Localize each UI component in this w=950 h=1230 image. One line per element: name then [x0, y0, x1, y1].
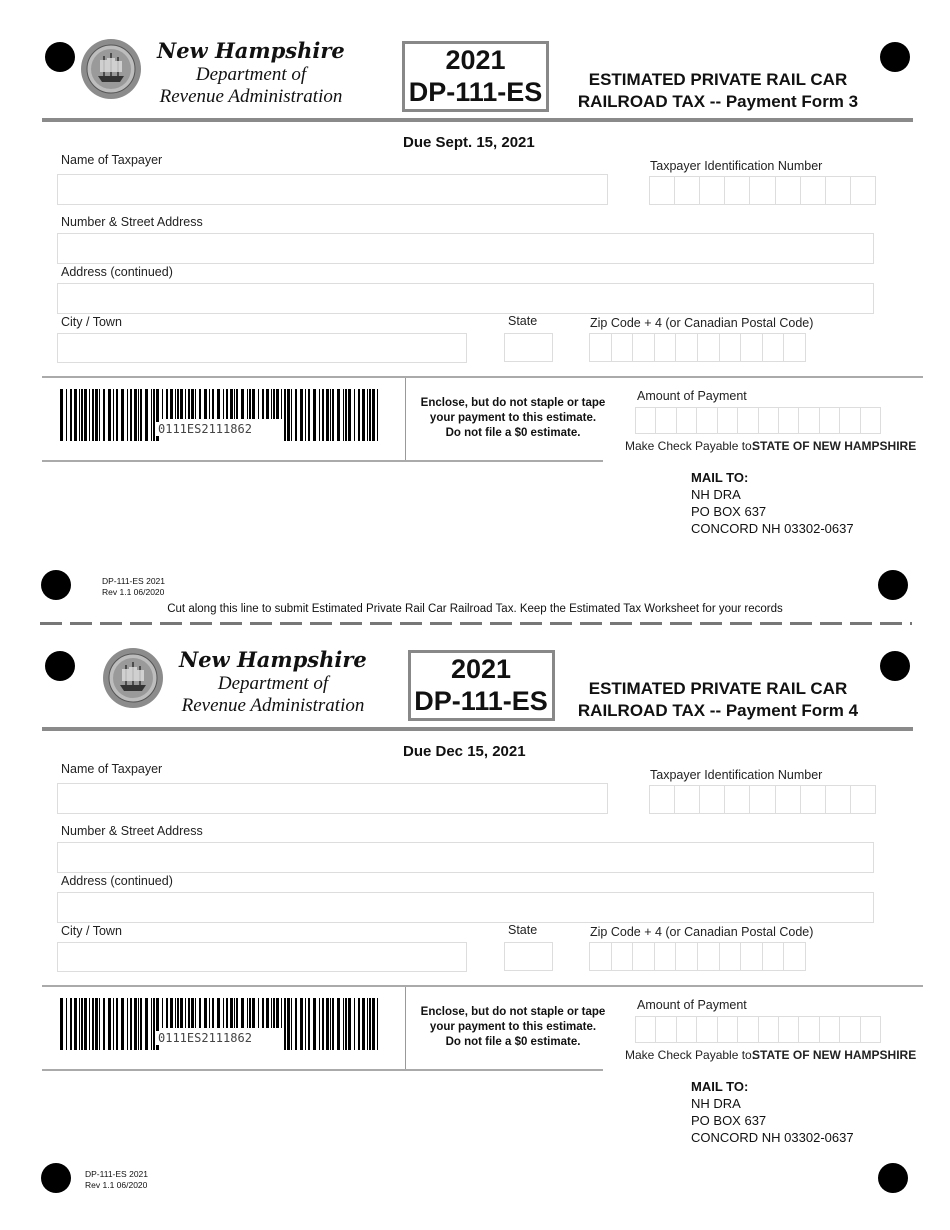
digit-box[interactable]: [677, 1017, 697, 1042]
divider-vertical: [405, 378, 406, 460]
digit-box[interactable]: [633, 943, 655, 970]
digit-box[interactable]: [799, 1017, 819, 1042]
payable-value: STATE OF NEW HAMPSHIRE: [752, 1048, 917, 1062]
form-revision-line1: DP-111-ES 2021: [85, 1169, 148, 1179]
digit-box[interactable]: [698, 334, 720, 361]
digit-box[interactable]: [650, 177, 675, 204]
digit-box[interactable]: [826, 177, 851, 204]
header-rule: [42, 118, 913, 122]
digit-box[interactable]: [636, 408, 656, 433]
registration-dot: [45, 651, 75, 681]
digit-box[interactable]: [779, 408, 799, 433]
digit-box[interactable]: [801, 786, 826, 813]
digit-box[interactable]: [820, 408, 840, 433]
form-revision-line1: DP-111-ES 2021: [102, 576, 165, 586]
digit-box[interactable]: [612, 334, 634, 361]
payable-label: Make Check Payable to:: [625, 1048, 756, 1062]
enclose-line3: Do not file a $0 estimate.: [445, 427, 581, 439]
form-revision-line2: Rev 1.1 06/2020: [85, 1180, 148, 1190]
cut-instruction: Cut along this line to submit Estimated Private Rail Car Railroad Tax. Keep the Estimated Tax Worksheet for your records: [167, 603, 783, 615]
enclose-line1: Enclose, but do not staple or tape: [420, 1006, 606, 1018]
section-rule: [42, 376, 923, 378]
mail-address-line2: PO BOX 637: [691, 504, 767, 519]
amount-boxes[interactable]: [635, 1016, 881, 1043]
registration-dot: [880, 651, 910, 681]
enclose-line3: Do not file a $0 estimate.: [445, 1036, 581, 1048]
digit-box[interactable]: [675, 786, 700, 813]
agency-department: Department of: [195, 64, 307, 85]
digit-box[interactable]: [741, 334, 763, 361]
digit-box[interactable]: [697, 408, 717, 433]
registration-dot: [880, 42, 910, 72]
barcode-number: 0111ES2111862: [158, 422, 252, 436]
digit-box[interactable]: [784, 943, 805, 970]
digit-box[interactable]: [675, 177, 700, 204]
name-field[interactable]: [57, 783, 608, 814]
digit-box[interactable]: [590, 334, 612, 361]
address-continued-field[interactable]: [57, 892, 874, 923]
amount-label: Amount of Payment: [637, 389, 747, 403]
digit-box[interactable]: [776, 786, 801, 813]
digit-box[interactable]: [820, 1017, 840, 1042]
digit-box[interactable]: [851, 786, 875, 813]
digit-box[interactable]: [776, 177, 801, 204]
registration-dot: [41, 1163, 71, 1193]
form-title-line2: RAILROAD TAX -- Payment Form 4: [577, 701, 859, 720]
state-seal-logo: [102, 647, 164, 709]
mail-address-line3: CONCORD NH 03302-0637: [691, 1130, 854, 1145]
due-date: Due Sept. 15, 2021: [403, 134, 535, 151]
digit-box[interactable]: [650, 786, 675, 813]
mail-address-line1: NH DRA: [691, 487, 741, 502]
header-rule: [42, 727, 913, 731]
form-code: DP-111-ES: [414, 686, 548, 716]
street-address-field[interactable]: [57, 842, 874, 873]
payable-value: STATE OF NEW HAMPSHIRE: [752, 439, 917, 453]
digit-box[interactable]: [612, 943, 634, 970]
registration-dot: [45, 42, 75, 72]
registration-dot: [41, 570, 71, 600]
address-continued-field[interactable]: [57, 283, 874, 314]
digit-box[interactable]: [861, 1017, 880, 1042]
name-label: Name of Taxpayer: [61, 153, 163, 167]
barcode-number: 0111ES2111862: [158, 1031, 252, 1045]
digit-box[interactable]: [750, 177, 775, 204]
digit-box[interactable]: [826, 786, 851, 813]
section-rule: [42, 1069, 603, 1071]
digit-box[interactable]: [759, 1017, 779, 1042]
city-label: City / Town: [61, 315, 122, 329]
state-label: State: [508, 923, 538, 937]
form-year: 2021: [450, 654, 512, 684]
form-id-box: [408, 650, 555, 721]
form-year: 2021: [445, 45, 506, 75]
digit-box[interactable]: [718, 1017, 738, 1042]
city-field[interactable]: [57, 333, 467, 363]
due-date: Due Dec 15, 2021: [403, 743, 526, 760]
digit-box[interactable]: [784, 334, 805, 361]
street-label: Number & Street Address: [61, 824, 203, 838]
digit-box[interactable]: [700, 786, 725, 813]
name-field[interactable]: [57, 174, 608, 205]
digit-box[interactable]: [590, 943, 612, 970]
state-label: State: [508, 314, 538, 328]
street-label: Number & Street Address: [61, 215, 203, 229]
digit-box[interactable]: [656, 408, 676, 433]
tin-boxes[interactable]: [649, 785, 876, 814]
form-id-box: [402, 41, 549, 112]
form-code: DP-111-ES: [408, 77, 543, 107]
form-title-line1: ESTIMATED PRIVATE RAIL CAR: [588, 70, 848, 89]
zip-label: Zip Code + 4 (or Canadian Postal Code): [590, 925, 814, 939]
digit-box[interactable]: [738, 408, 758, 433]
digit-box[interactable]: [720, 943, 742, 970]
digit-box[interactable]: [700, 177, 725, 204]
address-continued-label: Address (continued): [61, 265, 173, 279]
state-field[interactable]: [504, 333, 553, 362]
section-rule: [42, 460, 603, 462]
digit-box[interactable]: [725, 177, 750, 204]
digit-box[interactable]: [840, 1017, 860, 1042]
section-rule: [42, 985, 923, 987]
digit-box[interactable]: [779, 1017, 799, 1042]
digit-box[interactable]: [763, 334, 785, 361]
tin-label: Taxpayer Identification Number: [650, 768, 823, 782]
city-field[interactable]: [57, 942, 467, 972]
digit-box[interactable]: [633, 334, 655, 361]
tin-boxes[interactable]: [649, 176, 876, 205]
form-title-line2: RAILROAD TAX -- Payment Form 3: [577, 92, 859, 111]
digit-box[interactable]: [720, 334, 742, 361]
digit-box[interactable]: [801, 177, 826, 204]
digit-box[interactable]: [676, 943, 698, 970]
digit-box[interactable]: [697, 1017, 717, 1042]
enclose-line2: your payment to this estimate.: [429, 1021, 597, 1033]
digit-box[interactable]: [698, 943, 720, 970]
state-seal-logo: [80, 38, 142, 100]
agency-name: New Hampshire: [157, 38, 345, 63]
enclose-line1: Enclose, but do not staple or tape: [420, 397, 606, 409]
digit-box[interactable]: [655, 943, 677, 970]
digit-box[interactable]: [676, 334, 698, 361]
digit-box[interactable]: [718, 408, 738, 433]
state-field[interactable]: [504, 942, 553, 971]
divider-vertical: [405, 987, 406, 1069]
mail-to-heading: MAIL TO:: [691, 1079, 749, 1094]
digit-box[interactable]: [655, 334, 677, 361]
tin-label: Taxpayer Identification Number: [650, 159, 823, 173]
agency-name: New Hampshire: [179, 647, 367, 672]
agency-division: Revenue Administration: [159, 86, 343, 107]
city-label: City / Town: [61, 924, 122, 938]
registration-dot: [878, 1163, 908, 1193]
payable-label: Make Check Payable to:: [625, 439, 756, 453]
street-address-field[interactable]: [57, 233, 874, 264]
digit-box[interactable]: [840, 408, 860, 433]
cut-line: [40, 622, 912, 625]
digit-box[interactable]: [656, 1017, 676, 1042]
digit-box[interactable]: [636, 1017, 656, 1042]
digit-box[interactable]: [861, 408, 880, 433]
amount-label: Amount of Payment: [637, 998, 747, 1012]
zip-boxes[interactable]: [589, 942, 806, 971]
digit-box[interactable]: [738, 1017, 758, 1042]
address-continued-label: Address (continued): [61, 874, 173, 888]
amount-boxes[interactable]: [635, 407, 881, 434]
enclose-line2: your payment to this estimate.: [429, 412, 597, 424]
digit-box[interactable]: [851, 177, 875, 204]
agency-division: Revenue Administration: [181, 695, 365, 716]
mail-address-line3: CONCORD NH 03302-0637: [691, 521, 854, 536]
mail-address-line1: NH DRA: [691, 1096, 741, 1111]
agency-department: Department of: [217, 673, 329, 694]
digit-box[interactable]: [759, 408, 779, 433]
digit-box[interactable]: [741, 943, 763, 970]
digit-box[interactable]: [677, 408, 697, 433]
zip-label: Zip Code + 4 (or Canadian Postal Code): [590, 316, 814, 330]
registration-dot: [878, 570, 908, 600]
name-label: Name of Taxpayer: [61, 762, 163, 776]
digit-box[interactable]: [799, 408, 819, 433]
form-title-line1: ESTIMATED PRIVATE RAIL CAR: [588, 679, 848, 698]
mail-to-heading: MAIL TO:: [691, 470, 749, 485]
digit-box[interactable]: [725, 786, 750, 813]
zip-boxes[interactable]: [589, 333, 806, 362]
digit-box[interactable]: [763, 943, 785, 970]
mail-address-line2: PO BOX 637: [691, 1113, 767, 1128]
form-revision-line2: Rev 1.1 06/2020: [102, 587, 165, 597]
digit-box[interactable]: [750, 786, 775, 813]
